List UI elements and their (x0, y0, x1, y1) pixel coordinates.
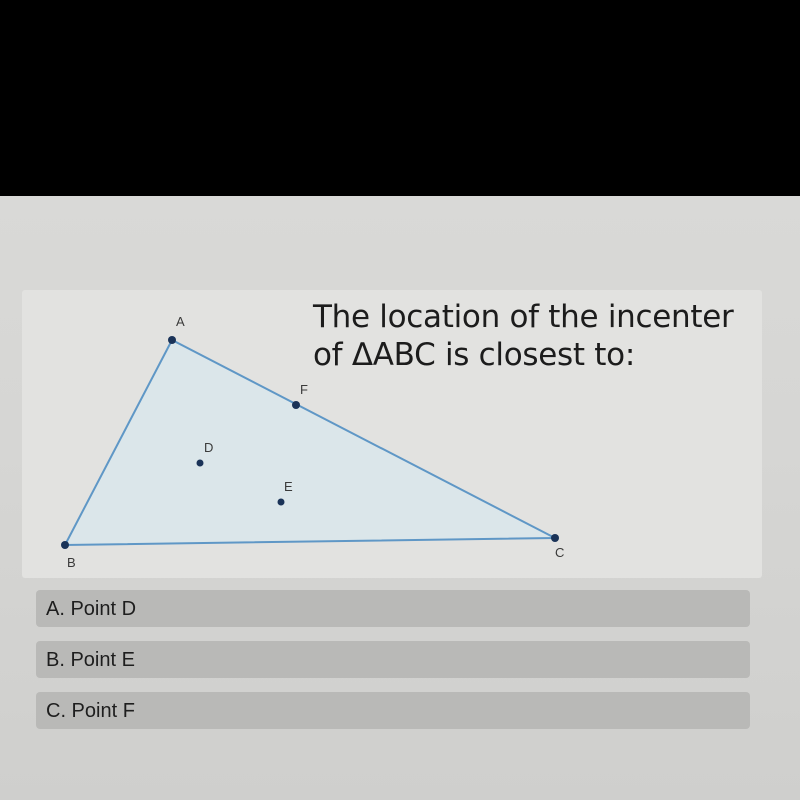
vertex-b-label: B (67, 555, 76, 570)
vertex-a-label: A (176, 314, 185, 329)
vertex-a-dot (168, 336, 176, 344)
point-f-dot (292, 401, 300, 409)
vertex-c-label: C (555, 545, 565, 560)
point-d-label: D (204, 440, 214, 455)
choice-a-button[interactable] (36, 590, 750, 627)
choice-c-label: C. Point F (46, 700, 135, 722)
question-text (313, 298, 773, 374)
choice-b-label: B. Point E (46, 649, 135, 671)
vertex-c-dot (551, 534, 559, 542)
point-e-label: E (284, 479, 293, 494)
choice-a-label: A. Point D (46, 598, 137, 620)
vertex-b-dot (61, 541, 69, 549)
choice-c-button[interactable] (36, 692, 750, 729)
question-line-1: The location of the incenter (313, 299, 734, 335)
question-line-2: of ΔABC is closest to: (313, 337, 635, 373)
point-e-dot (278, 499, 285, 506)
point-d-dot (197, 460, 204, 467)
choice-b-button[interactable] (36, 641, 750, 678)
point-f-label: F (300, 382, 308, 397)
